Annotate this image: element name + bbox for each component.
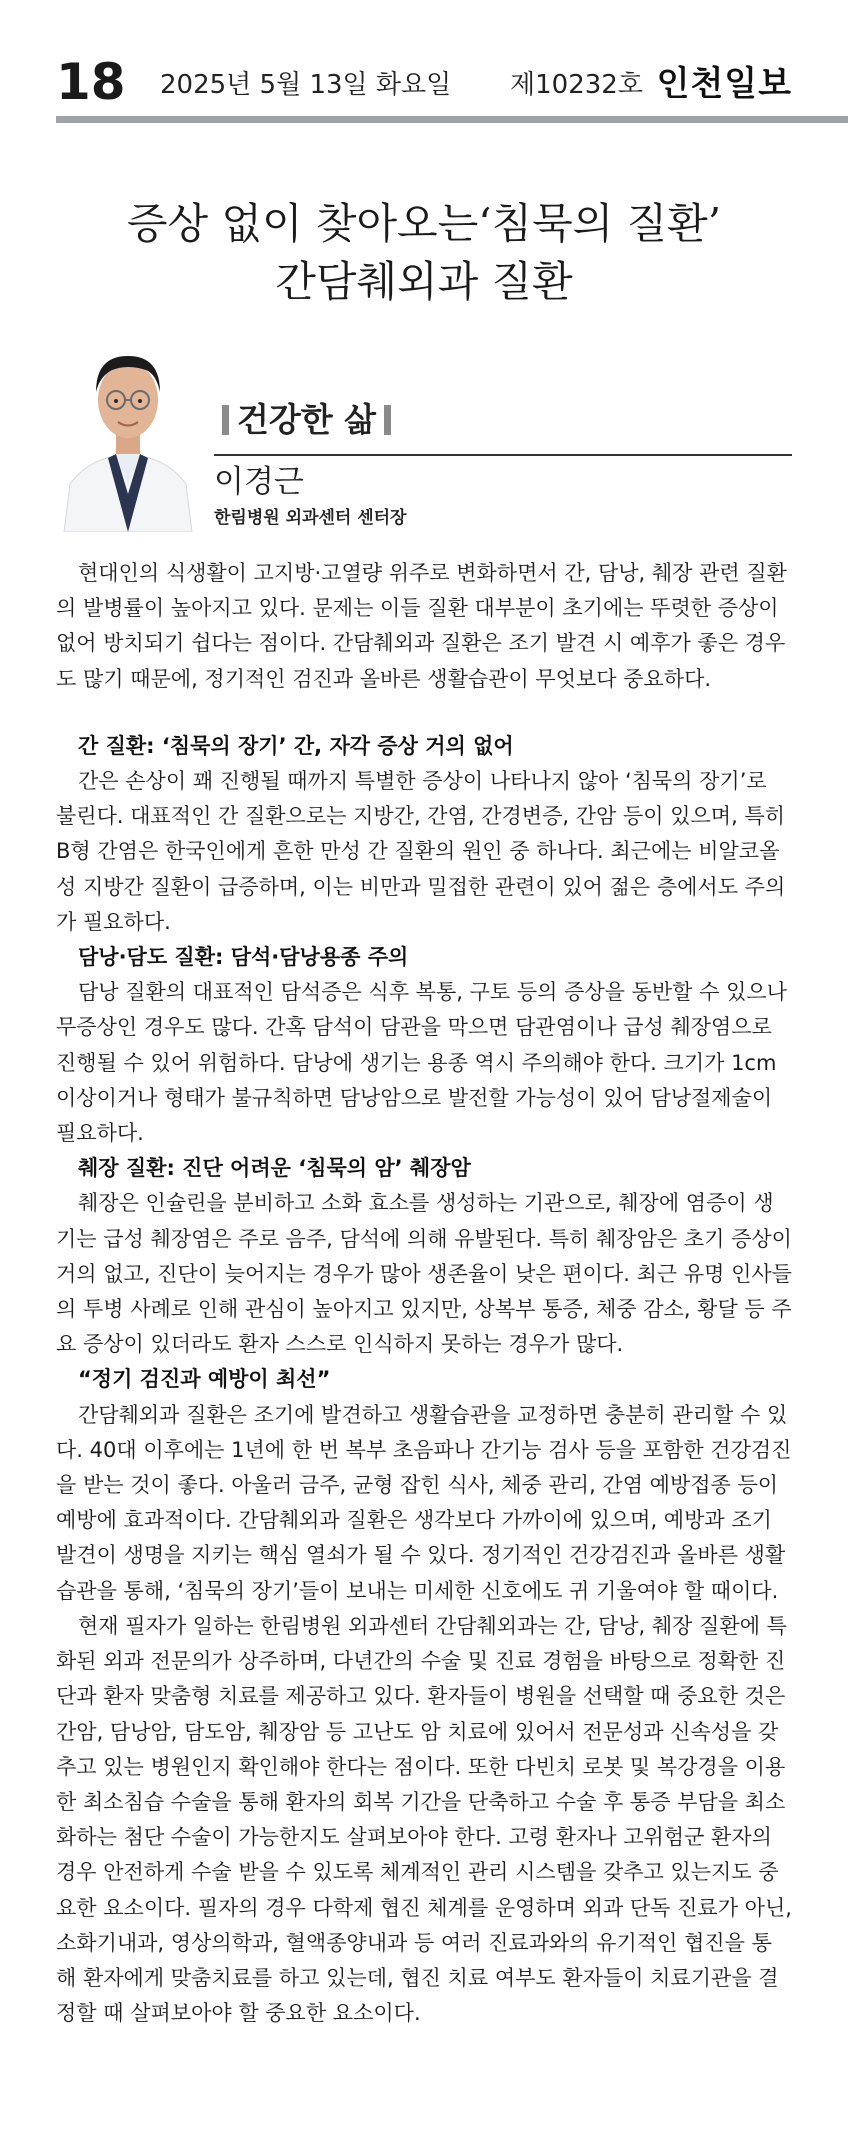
section-paragraph: 현재 필자가 일하는 한림병원 외과센터 간담췌외과는 간, 담낭, 췌장 질환에 특화된 외과 전문의가 상주하며, 다년간의 수술 및 진료 경험을 바탕으로 정확한 진단과 환자 맞춤형 치료를 제공하고 있다. 환자들이 병원을 선택할 때 중요한 것은 간암, 담낭암, 담도암, 췌장암 등 고난도 암 치료에 있어서 전문성과 신속성을 갖추고 있는 병원인지 확인해야 한다는 점이다. 또한 다빈치 로봇 및 복강경을 이용한 최소침습 수술을 통해 환자의 회복 기간을 단축하고 수술 후 통증 부담을 최소화하는 첨단 수술이 가능한지도 살펴보아야 한다. 고령 환자나 고위험군 환자의 경우 안전하게 수술 받을 수 있도록 체계적인 관리 시스템을 갖추고 있는지도 중요한 요소이다. 필자의 경우 다학제 협진 체계를 운영하며 외과 단독 진료가 아닌, 소화기내과, 영상의학과, 혈액종양내과 등 여러 진료과와의 유기적인 협진을 통해 환자에게 맞춤치료를 하고 있는데, 협진 치료 여부도 환자들이 치료기관을 결정할 때 살펴보아야 할 중요한 요소이다.: [56, 1613, 792, 2026]
title-bar-right: [384, 405, 391, 435]
section-heading: 췌장 질환: 진단 어려운 ‘침묵의 암’ 췌장암: [78, 1156, 471, 1181]
section-heading: 간 질환: ‘침묵의 장기’ 간, 자각 증상 거의 없어: [78, 733, 514, 758]
author-title: 한림병원 외과센터 센터장: [214, 508, 407, 528]
page-number: 18: [56, 53, 126, 111]
headline-line-2: 간담췌외과 질환: [275, 257, 573, 306]
publication-date: 2025년 5월 13일 화요일: [160, 70, 452, 100]
column-rule: [214, 454, 792, 456]
newspaper-name: 인천일보: [656, 64, 792, 104]
article-body: [56, 556, 792, 2031]
section-gap: [56, 697, 792, 729]
issue-number: 제10232호: [510, 70, 643, 100]
masthead-rule: [56, 116, 848, 123]
author-portrait-illustration: [56, 334, 200, 532]
section-paragraph: 간담췌외과 질환은 조기에 발견하고 생활습관을 교정하면 충분히 관리할 수 있다. 40대 이후에는 1년에 한 번 복부 초음파나 간기능 검사 등을 포함한 건강검진을 받는 것이 좋다. 아울러 금주, 균형 잡힌 식사, 체중 관리, 간염 예방접종 등이 예방에 효과적이다. 간담췌외과 질환은 생각보다 가까이에 있으며, 예방과 조기 발견이 생명을 지키는 핵심 열쇠가 될 수 있다. 정기적인 건강검진과 올바른 생활습관을 통해, ‘침묵의 장기’들이 보내는 미세한 신호에도 귀 기울여야 할 때이다.: [56, 1402, 792, 1603]
author-photo: [56, 334, 200, 532]
section-heading: 담낭·담도 질환: 담석·담낭용종 주의: [78, 945, 409, 970]
title-bar-left: [222, 405, 229, 435]
masthead: [56, 52, 792, 112]
author-name: 이경근: [214, 464, 304, 500]
intro-paragraph: 현대인의 식생활이 고지방·고열량 위주로 변화하면서 간, 담낭, 췌장 관련 질환의 발병률이 높아지고 있다. 문제는 이들 질환 대부분이 초기에는 뚜렷한 증상이 없어 방치되기 쉽다는 점이다. 간담췌외과 질환은 조기 발견 시 예후가 좋은 경우도 많기 때문에, 정기적인 검진과 올바른 생활습관이 무엇보다 중요하다.: [56, 561, 787, 691]
section-paragraph: 췌장은 인슐린을 분비하고 소화 효소를 생성하는 기관으로, 췌장에 염증이 생기는 급성 췌장염은 주로 음주, 담석에 의해 유발된다. 특히 췌장암은 초기 증상이 거의 없고, 진단이 늦어지는 경우가 많아 생존율이 낮은 편이다. 최근 유명 인사들의 투병 사례로 인해 관심이 높아지고 있지만, 상복부 통증, 체중 감소, 황달 등 주요 증상이 있더라도 환자 스스로 인식하지 못하는 경우가 많다.: [56, 1191, 792, 1357]
column-title-text: 건강한 삶: [237, 400, 377, 439]
section-paragraph: 담낭 질환의 대표적인 담석증은 식후 복통, 구토 등의 증상을 동반할 수 있으나 무증상인 경우도 많다. 간혹 담석이 담관을 막으면 담관염이나 급성 췌장염으로 진행될 수 있어 위험하다. 담낭에 생기는 용종 역시 주의해야 한다. 크기가 1cm 이상이거나 형태가 불규칙하면 담낭암으로 발전할 가능성이 있어 담낭절제술이 필요하다.: [56, 980, 787, 1146]
column-header: [214, 398, 792, 442]
section-heading: “정기 검진과 예방이 최선”: [78, 1367, 331, 1392]
section-paragraph: 간은 손상이 꽤 진행될 때까지 특별한 증상이 나타나지 않아 ‘침묵의 장기’로 불린다. 대표적인 간 질환으로는 지방간, 간염, 간경변증, 간암 등이 있으며, 특히 B형 간염은 한국인에게 흔한 만성 간 질환의 원인 중 하나다. 최근에는 비알코올성 지방간 질환이 급증하며, 이는 비만과 밀접한 관련이 있어 젊은 층에서도 주의가 필요하다.: [56, 769, 786, 934]
column-title: [214, 398, 792, 442]
headline-line-1: 증상 없이 찾아오는‘침묵의 질환’: [126, 199, 722, 248]
